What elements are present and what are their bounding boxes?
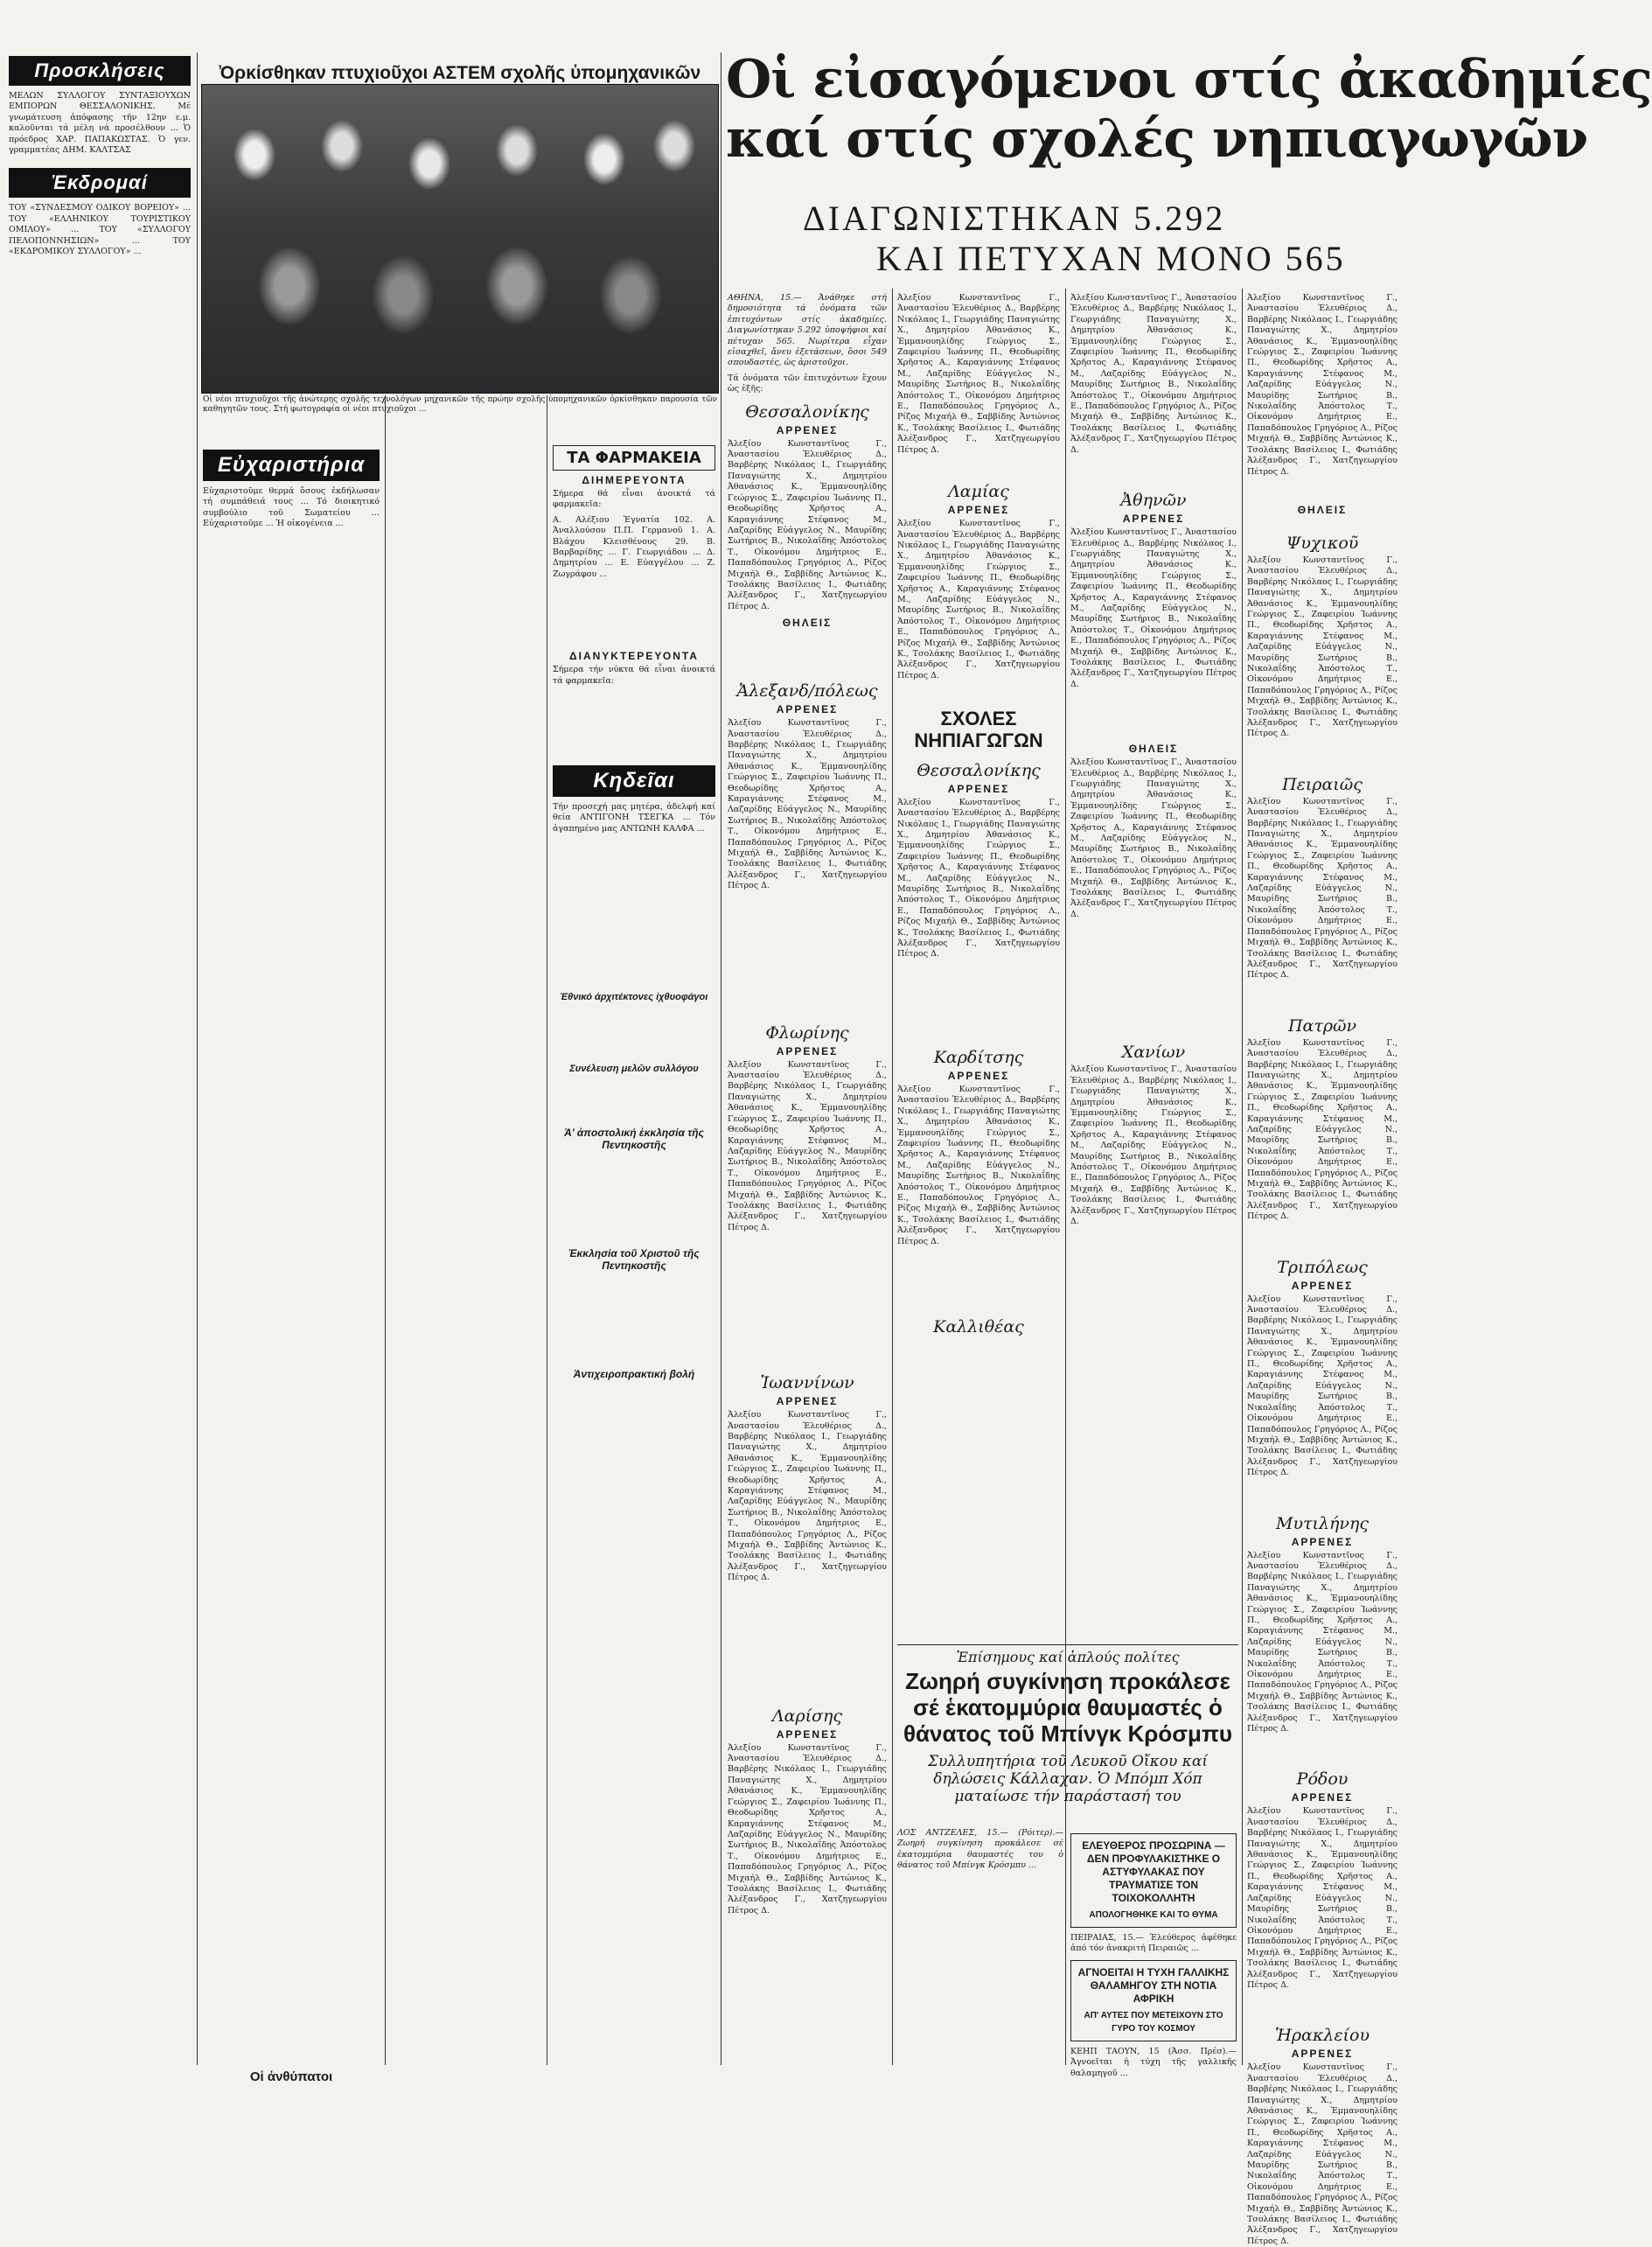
story-kicker: Ἐπίσημους καί ἁπλούς πολίτες [956, 1649, 1180, 1665]
kindergarten-heading: ΣΧΟΛΕΣ ΝΗΠΙΑΓΩΓΩΝ [914, 708, 1043, 752]
heading-thessaloniki-2: Θεσσαλονίκης [917, 760, 1041, 780]
footer-heading: Οἱ ἀνθύπατοι [249, 2069, 333, 2084]
heading-psychiko: Ψυχικοῦ [1286, 533, 1359, 553]
heading-male-4: ΑΡΡΕΝΕΣ [776, 1395, 839, 1408]
heading-male-1: ΑΡΡΕΝΕΣ [776, 423, 839, 436]
church-heading-1: Ἀ' ἀποστολική ἐκκλησία τῆς Πεντηκοστῆς [564, 1127, 704, 1152]
graduates-photo [201, 84, 719, 394]
column-rule [197, 52, 198, 2065]
funerals-heading: Κηδεῖαι [553, 765, 715, 797]
yacht-news-subheading: ΑΠ' ΑΥΤΕΣ ΠΟΥ ΜΕΤΕΙΧΟΥΝ ΣΤΟ ΓΥΡΟ ΤΟΥ ΚΟΣΜΟΥ [1084, 2010, 1223, 2034]
story-column-1 [897, 1828, 1063, 2064]
heading-male-3: ΑΡΡΕΝΕΣ [776, 1044, 839, 1057]
story-subhead: Συλλυπητήρια τοῦ Λευκοῦ Οἴκου καί δηλώσεις Κάλλαχαν. Ὁ Μπόμπ Χόπ ματαίωσε τήν παράστασή του [928, 1752, 1208, 1805]
heading-kallithea: Καλλιθέας [933, 1316, 1024, 1336]
excursions-text: ΤΟΥ «ΣΥΝΔΕΣΜΟΥ ΟΔΙΚΟΥ ΒΟΡΕΙΟΥ» ... ΤΟΥ «ΕΛΛΗΝΙΚΟΥ ΤΟΥΡΙΣΤΙΚΟΥ ΟΜΙΛΟΥ» ... ΤΟΥ «ΣΥΛΛΟΓΟΥ ΠΕΛΟΠΟΝΝΗΣΙΩΝ» ... ΤΟΥ «ΕΚΔΡΟΜΙΚΟΥ ΣΥΛΛΟΓΟΥ» ... [9, 203, 191, 257]
thanks-text: Εὐχαριστοῦμε θερμά ὅσους ἐκδήλωσαν τή συμπάθειά τους ... Τό διοικητικό συμβούλιο τοῦ Σωματείου ... Εὐχαριστοῦμε ... Ἡ οἰκογένεια ... [203, 486, 380, 529]
excursions-heading: Ἐκδρομαί [9, 168, 191, 198]
results-column-4 [1247, 293, 1398, 2246]
thanks-fill [390, 442, 542, 2060]
names-list-14: Ἀλεξίου Κωνσταντῖνος Γ., Ἀναστασίου Ἐλευθέριος Δ., Βαρβέρης Νικόλαος Ι., Γεωργιάδης Παναγιώτης Χ., Δημητρίου Ἀθανάσιος Κ., Ἐμμανουηλίδης Γεώργιος Σ., Ζαφειρίου Ἰωάννης Π., Θεοδωρίδης Χρῆστος Α., Καραγιάννης Στέφανος Μ., Λαζαρίδης Εὐάγγελος Ν., Μαυρίδης Σωτήριος Β., Νικολαΐδης Ἀπόστολος Τ., Οἰκονόμου Δημήτριος Ε., Παπαδόπουλος Γρηγόριος Λ., Ρίζος Μιχαήλ Θ., Σαββίδης Ἀντώνιος Κ., Τσολάκης Βασίλειος Ι., Φωτιάδης Ἀλέξανδρος Γ., Χατζηγεωργίου Πέτρος Δ. [1247, 293, 1398, 477]
heading-male-12: ΑΡΡΕΝΕΣ [1291, 1791, 1354, 1804]
services-column [553, 442, 715, 2060]
heading-lamia: Λαμίας [948, 482, 1009, 502]
names-list-8: Ἀλεξίου Κωνσταντῖνος Γ., Ἀναστασίου Ἐλευθέριος Δ., Βαρβέρης Νικόλαος Ι., Γεωργιάδης Παναγιώτης Χ., Δημητρίου Ἀθανάσιος Κ., Ἐμμανουηλίδης Γεώργιος Σ., Ζαφειρίου Ἰωάννης Π., Θεοδωρίδης Χρῆστος Α., Καραγιάννης Στέφανος Μ., Λαζαρίδης Εὐάγγελος Ν., Μαυρίδης Σωτήριος Β., Νικολαΐδης Ἀπόστολος Τ., Οἰκονόμου Δημήτριος Ε., Παπαδόπουλος Γρηγόριος Λ., Ρίζος Μιχαήλ Θ., Σαββίδης Ἀντώνιος Κ., Τσολάκης Βασίλειος Ι., Φωτιάδης Ἀλέξανδρος Γ., Χατζηγεωργίου Πέτρος Δ. [897, 797, 1060, 960]
heading-rhodes: Ρόδου [1296, 1769, 1349, 1790]
notices-heading-1: Ἐθνικό ἀρχιτέκτονες ἰχθυοφάγοι [560, 992, 708, 1003]
results-column-3 [1070, 293, 1237, 1640]
names-list-10: Ἀλεξίου Κωνσταντῖνος Γ., Ἀναστασίου Ἐλευθέριος Δ., Βαρβέρης Νικόλαος Ι., Γεωργιάδης Παναγιώτης Χ., Δημητρίου Ἀθανάσιος Κ., Ἐμμανουηλίδης Γεώργιος Σ., Ζαφειρίου Ἰωάννης Π., Θεοδωρίδης Χρῆστος Α., Καραγιάννης Στέφανος Μ., Λαζαρίδης Εὐάγγελος Ν., Μαυρίδης Σωτήριος Β., Νικολαΐδης Ἀπόστολος Τ., Οἰκονόμου Δημήτριος Ε., Παπαδόπουλος Γρηγόριος Λ., Ρίζος Μιχαήλ Θ., Σαββίδης Ἀντώνιος Κ., Τσολάκης Βασίλειος Ι., Φωτιάδης Ἀλέξανδρος Γ., Χατζηγεωργίου Πέτρος Δ. [1070, 293, 1237, 455]
pharmacy-intro: Σήμερα θά εἶναι ἀνοικτά τά φαρμακεῖα: [553, 489, 715, 510]
story-column-2 [1070, 1828, 1237, 2078]
yacht-news-box [1070, 1960, 1237, 2041]
pharmacy-heading: ΤΑ ΦΑΡΜΑΚΕΙΑ [553, 445, 715, 471]
heading-florina: Φλωρίνης [765, 1022, 849, 1043]
heading-piraeus: Πειραιῶς [1282, 774, 1363, 794]
heading-alexandroupoli: Ἀλεξανδ/πόλεως [736, 681, 878, 701]
invitations-heading: Προσκλήσεις [9, 56, 191, 86]
left-column [9, 52, 191, 2064]
names-list-19: Ἀλεξίου Κωνσταντῖνος Γ., Ἀναστασίου Ἐλευθέριος Δ., Βαρβέρης Νικόλαος Ι., Γεωργιάδης Παναγιώτης Χ., Δημητρίου Ἀθανάσιος Κ., Ἐμμανουηλίδης Γεώργιος Σ., Ζαφειρίου Ἰωάννης Π., Θεοδωρίδης Χρῆστος Α., Καραγιάννης Στέφανος Μ., Λαζαρίδης Εὐάγγελος Ν., Μαυρίδης Σωτήριος Β., Νικολαΐδης Ἀπόστολος Τ., Οἰκονόμου Δημήτριος Ε., Παπαδόπουλος Γρηγόριος Λ., Ρίζος Μιχαήλ Θ., Σαββίδης Ἀντώνιος Κ., Τσολάκης Βασίλειος Ι., Φωτιάδης Ἀλέξανδρος Γ., Χατζηγεωργίου Πέτρος Δ. [1247, 1550, 1398, 1734]
heading-male-13: ΑΡΡΕΝΕΣ [1291, 2048, 1354, 2061]
police-news-text: ΠΕΙΡΑΙΑΣ, 15.— Ἐλεύθερος ἀφέθηκε ἀπό τόν ἀνακριτή Πειραιῶς ... [1070, 1933, 1237, 1954]
photo-caption: Οἱ νέοι πτυχιοῦχοι τῆς ἀνώτερης σχολῆς τεχνολόγων μηχανικῶν τῆς πρώην σχολῆς ὑπομηχανικῶν ὀρκίσθηκαν παρουσία τῶν καθηγητῶν τους. Στή φωτογραφία οἱ νέοι πτυχιοῦχοι ... [203, 395, 717, 414]
names-list-9: Ἀλεξίου Κωνσταντῖνος Γ., Ἀναστασίου Ἐλευθέριος Δ., Βαρβέρης Νικόλαος Ι., Γεωργιάδης Παναγιώτης Χ., Δημητρίου Ἀθανάσιος Κ., Ἐμμανουηλίδης Γεώργιος Σ., Ζαφειρίου Ἰωάννης Π., Θεοδωρίδης Χρῆστος Α., Καραγιάννης Στέφανος Μ., Λαζαρίδης Εὐάγγελος Ν., Μαυρίδης Σωτήριος Β., Νικολαΐδης Ἀπόστολος Τ., Οἰκονόμου Δημήτριος Ε., Παπαδόπουλος Γρηγόριος Λ., Ρίζος Μιχαήλ Θ., Σαββίδης Ἀντώνιος Κ., Τσολάκης Βασίλειος Ι., Φωτιάδης Ἀλέξανδρος Γ., Χατζηγεωργίου Πέτρος Δ. [897, 1084, 1060, 1246]
heading-female-1: ΘΗΛΕΙΣ [782, 617, 833, 630]
names-list-1: Ἀλεξίου Κωνσταντῖνος Γ., Ἀναστασίου Ἐλευθέριος Δ., Βαρβέρης Νικόλαος Ι., Γεωργιάδης Παναγιώτης Χ., Δημητρίου Ἀθανάσιος Κ., Ἐμμανουηλίδης Γεώργιος Σ., Ζαφειρίου Ἰωάννης Π., Θεοδωρίδης Χρῆστος Α., Καραγιάννης Στέφανος Μ., Λαζαρίδης Εὐάγγελος Ν., Μαυρίδης Σωτήριος Β., Νικολαΐδης Ἀπόστολος Τ., Οἰκονόμου Δημήτριος Ε., Παπαδόπουλος Γρηγόριος Λ., Ρίζος Μιχαήλ Θ., Σαββίδης Ἀντώνιος Κ., Τσολάκης Βασίλειος Ι., Φωτιάδης Ἀλέξανδρος Γ., Χατζηγεωργίου Πέτρος Δ. [728, 438, 887, 611]
column-rule [892, 289, 893, 2065]
pharmacy-list: Α. Αλέξιου Ἐγνατία 102. Α. Ἀναλλούσου Π.Π. Γερμανοῦ 1. Α. Βλάχου Κλεισθένους 29. Β. Βαρβαρίδης ... Γ. Γεωργιάδου ... Δ. Δημητρίου ... Ε. Εὐαγγέλου ... Ζ. Ζωγράφου ... [553, 514, 715, 579]
heading-female-2: ΘΗΛΕΙΣ [1128, 743, 1179, 756]
heading-chania: Χανίων [1121, 1043, 1186, 1063]
names-list-20: Ἀλεξίου Κωνσταντῖνος Γ., Ἀναστασίου Ἐλευθέριος Δ., Βαρβέρης Νικόλαος Ι., Γεωργιάδης Παναγιώτης Χ., Δημητρίου Ἀθανάσιος Κ., Ἐμμανουηλίδης Γεώργιος Σ., Ζαφειρίου Ἰωάννης Π., Θεοδωρίδης Χρῆστος Α., Καραγιάννης Στέφανος Μ., Λαζαρίδης Εὐάγγελος Ν., Μαυρίδης Σωτήριος Β., Νικολαΐδης Ἀπόστολος Τ., Οἰκονόμου Δημήτριος Ε., Παπαδόπουλος Γρηγόριος Λ., Ρίζος Μιχαήλ Θ., Σαββίδης Ἀντώνιος Κ., Τσολάκης Βασίλειος Ι., Φωτιάδης Ἀλέξανδρος Γ., Χατζηγεωργίου Πέτρος Δ. [1247, 1806, 1398, 1990]
notices-heading-2: Συνέλευση μελῶν συλλόγου [569, 1064, 699, 1075]
yacht-news-text: ΚΕΗΠ ΤΑΟΥΝ, 15 (Ἀσσ. Πρέσ).— Ἀγνοεῖται ἡ τύχη τῆς γαλλικῆς θαλαμηγοῦ ... [1070, 2046, 1237, 2078]
story-headline: Ζωηρή συγκίνηση προκάλεσε σέ ἑκατομμύρια θαυμαστές ὁ θάνατος τοῦ Μπίνγκ Κρόσμπυ [903, 1668, 1232, 1747]
pharmacy-night-intro: Σήμερα τήν νύκτα θά εἶναι ἀνοικτά τά φαρμακεῖα: [553, 665, 715, 686]
story-dateline: ΛΟΣ ΑΝΤΖΕΛΕΣ, 15.— (Ρόιτερ).— Ζωηρή συγκίνηση προκάλεσε σέ ἑκατομμύρια θαυμαστές του ὁ θάνατος τοῦ Μπίνγκ Κρόσμπυ ... [897, 1828, 1063, 1871]
main-headline-line1: Οἱ εἰσαγόμενοι στίς ἀκαδημίες [726, 49, 1652, 110]
heading-male-10: ΑΡΡΕΝΕΣ [1291, 1279, 1354, 1292]
column-rule [1242, 289, 1243, 2065]
results-intro-2: Τά ὀνόματα τῶν ἐπιτυχόντων ἔχουν ὡς ἑξῆς: [728, 373, 887, 394]
heading-tripoli: Τριπόλεως [1277, 1257, 1368, 1277]
names-list-2: Ἀλεξίου Κωνσταντῖνος Γ., Ἀναστασίου Ἐλευθέριος Δ., Βαρβέρης Νικόλαος Ι., Γεωργιάδης Παναγιώτης Χ., Δημητρίου Ἀθανάσιος Κ., Ἐμμανουηλίδης Γεώργιος Σ., Ζαφειρίου Ἰωάννης Π., Θεοδωρίδης Χρῆστος Α., Καραγιάννης Στέφανος Μ., Λαζαρίδης Εὐάγγελος Ν., Μαυρίδης Σωτήριος Β., Νικολαΐδης Ἀπόστολος Τ., Οἰκονόμου Δημήτριος Ε., Παπαδόπουλος Γρηγόριος Λ., Ρίζος Μιχαήλ Θ., Σαββίδης Ἀντώνιος Κ., Τσολάκης Βασίλειος Ι., Φωτιάδης Ἀλέξανδρος Γ., Χατζηγεωργίου Πέτρος Δ. [728, 718, 887, 891]
pharmacy-day-label: ΔΙΗΜΕΡΕΥΟΝΤΑ [582, 474, 687, 486]
police-news-subheading: ΑΠΟΛΟΓΗΘΗΚΕ ΚΑΙ ΤΟ ΘΥΜΑ [1089, 1910, 1218, 1920]
police-news-box [1070, 1833, 1237, 1928]
names-list-3: Ἀλεξίου Κωνσταντῖνος Γ., Ἀναστασίου Ἐλευθέριος Δ., Βαρβέρης Νικόλαος Ι., Γεωργιάδης Παναγιώτης Χ., Δημητρίου Ἀθανάσιος Κ., Ἐμμανουηλίδης Γεώργιος Σ., Ζαφειρίου Ἰωάννης Π., Θεοδωρίδης Χρῆστος Α., Καραγιάννης Στέφανος Μ., Λαζαρίδης Εὐάγγελος Ν., Μαυρίδης Σωτήριος Β., Νικολαΐδης Ἀπόστολος Τ., Οἰκονόμου Δημήτριος Ε., Παπαδόπουλος Γρηγόριος Λ., Ρίζος Μιχαήλ Θ., Σαββίδης Ἀντώνιος Κ., Τσολάκης Βασίλειος Ι., Φωτιάδης Ἀλέξανδρος Γ., Χατζηγεωργίου Πέτρος Δ. [728, 1059, 887, 1232]
thanks-column-2 [390, 442, 542, 2060]
heading-female-3: ΘΗΛΕΙΣ [1297, 503, 1348, 516]
heading-male-5: ΑΡΡΕΝΕΣ [776, 1727, 839, 1741]
excursions-fill [9, 262, 191, 2011]
heading-larisa: Λαρίσης [771, 1706, 843, 1726]
names-list-15: Ἀλεξίου Κωνσταντῖνος Γ., Ἀναστασίου Ἐλευθέριος Δ., Βαρβέρης Νικόλαος Ι., Γεωργιάδης Παναγιώτης Χ., Δημητρίου Ἀθανάσιος Κ., Ἐμμανουηλίδης Γεώργιος Σ., Ζαφειρίου Ἰωάννης Π., Θεοδωρίδης Χρῆστος Α., Καραγιάννης Στέφανος Μ., Λαζαρίδης Εὐάγγελος Ν., Μαυρίδης Σωτήριος Β., Νικολαΐδης Ἀπόστολος Τ., Οἰκονόμου Δημήτριος Ε., Παπαδόπουλος Γρηγόριος Λ., Ρίζος Μιχαήλ Θ., Σαββίδης Ἀντώνιος Κ., Τσολάκης Βασίλειος Ι., Φωτιάδης Ἀλέξανδρος Γ., Χατζηγεωργίου Πέτρος Δ. [1247, 555, 1398, 739]
yacht-news-heading: ΑΓΝΟΕΙΤΑΙ Η ΤΥΧΗ ΓΑΛΛΙΚΗΣ ΘΑΛΑΜΗΓΟΥ ΣΤΗ ΝΟΤΙΑ ΑΦΡΙΚΗ [1077, 1965, 1230, 2005]
names-list-21: Ἀλεξίου Κωνσταντῖνος Γ., Ἀναστασίου Ἐλευθέριος Δ., Βαρβέρης Νικόλαος Ι., Γεωργιάδης Παναγιώτης Χ., Δημητρίου Ἀθανάσιος Κ., Ἐμμανουηλίδης Γεώργιος Σ., Ζαφειρίου Ἰωάννης Π., Θεοδωρίδης Χρῆστος Α., Καραγιάννης Στέφανος Μ., Λαζαρίδης Εὐάγγελος Ν., Μαυρίδης Σωτήριος Β., Νικολαΐδης Ἀπόστολος Τ., Οἰκονόμου Δημήτριος Ε., Παπαδόπουλος Γρηγόριος Λ., Ρίζος Μιχαήλ Θ., Σαββίδης Ἀντώνιος Κ., Τσολάκης Βασίλειος Ι., Φωτιάδης Ἀλέξανδρος Γ., Χατζηγεωργίου Πέτρος Δ. [1247, 2062, 1398, 2246]
photo-headline: Ὀρκίσθηκαν πτυχιοῦχοι ΑΣΤΕΜ σχολῆς ὑπομηχανικῶν [219, 63, 701, 83]
heading-male-8: ΑΡΡΕΝΕΣ [947, 1069, 1010, 1082]
heading-male-9: ΑΡΡΕΝΕΣ [1122, 513, 1185, 526]
main-subhead-1: ΔΙΑΓΩΝΙΣΤΗΚΑΝ 5.292 [803, 199, 1226, 238]
names-list-4: Ἀλεξίου Κωνσταντῖνος Γ., Ἀναστασίου Ἐλευθέριος Δ., Βαρβέρης Νικόλαος Ι., Γεωργιάδης Παναγιώτης Χ., Δημητρίου Ἀθανάσιος Κ., Ἐμμανουηλίδης Γεώργιος Σ., Ζαφειρίου Ἰωάννης Π., Θεοδωρίδης Χρῆστος Α., Καραγιάννης Στέφανος Μ., Λαζαρίδης Εὐάγγελος Ν., Μαυρίδης Σωτήριος Β., Νικολαΐδης Ἀπόστολος Τ., Οἰκονόμου Δημήτριος Ε., Παπαδόπουλος Γρηγόριος Λ., Ρίζος Μιχαήλ Θ., Σαββίδης Ἀντώνιος Κ., Τσολάκης Βασίλειος Ι., Φωτιάδης Ἀλέξανδρος Γ., Χατζηγεωργίου Πέτρος Δ. [728, 1410, 887, 1583]
police-news-heading: ΕΛΕΥΘΕΡΟΣ ΠΡΟΣΩΡΙΝΑ — ΔΕΝ ΠΡΟΦΥΛΑΚΙΣΤΗΚΕ Ο ΑΣΤΥΦΥΛΑΚΑΣ ΠΟΥ ΤΡΑΥΜΑΤΙΣΕ ΤΟΝ ΤΟΙΧΟΚΟΛΛΗΤΗ [1082, 1839, 1225, 1904]
main-subhead-2: ΚΑΙ ΠΕΤΥΧΑΝ ΜΟΝΟ 565 [876, 239, 1346, 278]
church-heading-2: Ἐκκλησία τοῦ Χριστοῦ τῆς Πεντηκοστῆς [568, 1247, 700, 1273]
names-list-5: Ἀλεξίου Κωνσταντῖνος Γ., Ἀναστασίου Ἐλευθέριος Δ., Βαρβέρης Νικόλαος Ι., Γεωργιάδης Παναγιώτης Χ., Δημητρίου Ἀθανάσιος Κ., Ἐμμανουηλίδης Γεώργιος Σ., Ζαφειρίου Ἰωάννης Π., Θεοδωρίδης Χρῆστος Α., Καραγιάννης Στέφανος Μ., Λαζαρίδης Εὐάγγελος Ν., Μαυρίδης Σωτήριος Β., Νικολαΐδης Ἀπόστολος Τ., Οἰκονόμου Δημήτριος Ε., Παπαδόπουλος Γρηγόριος Λ., Ρίζος Μιχαήλ Θ., Σαββίδης Ἀντώνιος Κ., Τσολάκης Βασίλειος Ι., Φωτιάδης Ἀλέξανδρος Γ., Χατζηγεωργίου Πέτρος Δ. [728, 1742, 887, 1916]
thanks-column [203, 446, 380, 2084]
story-block [897, 1644, 1238, 1811]
heading-athens: Ἀθηνῶν [1120, 491, 1187, 511]
invitations-text: ΜΕΛΩΝ ΣΥΛΛΟΓΟΥ ΣΥΝΤΑΞΙΟΥΧΩΝ ΕΜΠΟΡΩΝ ΘΕΣΣΑΛΟΝΙΚΗΣ. Μέ γνωμάτευση ἀπόφασης τῆν 12ην ε.μ. καλοῦνται τά μέλη νά προσέλθουν ... Ὁ πρόεδρος ΧΑΡ. ΠΑΠΑΚΩΣΤΑΣ. Ὁ γεν. γραμματέας ΔΗΜ. ΚΑΛΤΣΑΣ [9, 91, 191, 156]
main-headline-line2: καί στίς σχολές νηπιαγωγῶν [726, 108, 1588, 170]
heading-male-2: ΑΡΡΕΝΕΣ [776, 703, 839, 716]
heading-male-6: ΑΡΡΕΝΕΣ [947, 504, 1010, 517]
column-rule [385, 395, 386, 2065]
heading-thessaloniki: Θεσσαλονίκης [745, 401, 869, 422]
funerals-text: Τήν προσεχή μας μητέρα, ἀδελφή καί θεία ΑΝΤΙΓΟΝΗ ΤΣΕΓΚΑ ... Τόν ἀγαπημένο μας ΑΝΤΩΝΗ ΚΑΛΦΑ ... [553, 802, 715, 834]
heading-heraklion: Ἡρακλείου [1275, 2026, 1370, 2046]
results-column-2 [897, 293, 1060, 1640]
heading-male-11: ΑΡΡΕΝΕΣ [1291, 1535, 1354, 1548]
names-list-17: Ἀλεξίου Κωνσταντῖνος Γ., Ἀναστασίου Ἐλευθέριος Δ., Βαρβέρης Νικόλαος Ι., Γεωργιάδης Παναγιώτης Χ., Δημητρίου Ἀθανάσιος Κ., Ἐμμανουηλίδης Γεώργιος Σ., Ζαφειρίου Ἰωάννης Π., Θεοδωρίδης Χρῆστος Α., Καραγιάννης Στέφανος Μ., Λαζαρίδης Εὐάγγελος Ν., Μαυρίδης Σωτήριος Β., Νικολαΐδης Ἀπόστολος Τ., Οἰκονόμου Δημήτριος Ε., Παπαδόπουλος Γρηγόριος Λ., Ρίζος Μιχαήλ Θ., Σαββίδης Ἀντώνιος Κ., Τσολάκης Βασίλειος Ι., Φωτιάδης Ἀλέξανδρος Γ., Χατζηγεωργίου Πέτρος Δ. [1247, 1037, 1398, 1222]
results-intro: ΑΘΗΝΑ, 15.— Ἀνάθηκε στή δημοσιότητα τά ὀνόματα τῶν ἐπιτυχόντων στίς ἀκαδημίες. Διαγωνίστηκαν 5.292 ὑποψήφιοι καί πέτυχαν 565. Νωρίτερα εἶχαν εἰσαχθεῖ, ἄνευ ἐξετάσεων, ὅσοι 549 σπουδαστές, ὡς ἀριστοῦχοι. [728, 293, 887, 368]
names-list-16: Ἀλεξίου Κωνσταντῖνος Γ., Ἀναστασίου Ἐλευθέριος Δ., Βαρβέρης Νικόλαος Ι., Γεωργιάδης Παναγιώτης Χ., Δημητρίου Ἀθανάσιος Κ., Ἐμμανουηλίδης Γεώργιος Σ., Ζαφειρίου Ἰωάννης Π., Θεοδωρίδης Χρῆστος Α., Καραγιάννης Στέφανος Μ., Λαζαρίδης Εὐάγγελος Ν., Μαυρίδης Σωτήριος Β., Νικολαΐδης Ἀπόστολος Τ., Οἰκονόμου Δημήτριος Ε., Παπαδόπουλος Γρηγόριος Λ., Ρίζος Μιχαήλ Θ., Σαββίδης Ἀντώνιος Κ., Τσολάκης Βασίλειος Ι., Φωτιάδης Ἀλέξανδρος Γ., Χατζηγεωργίου Πέτρος Δ. [1247, 796, 1398, 980]
names-list-11: Ἀλεξίου Κωνσταντῖνος Γ., Ἀναστασίου Ἐλευθέριος Δ., Βαρβέρης Νικόλαος Ι., Γεωργιάδης Παναγιώτης Χ., Δημητρίου Ἀθανάσιος Κ., Ἐμμανουηλίδης Γεώργιος Σ., Ζαφειρίου Ἰωάννης Π., Θεοδωρίδης Χρῆστος Α., Καραγιάννης Στέφανος Μ., Λαζαρίδης Εὐάγγελος Ν., Μαυρίδης Σωτήριος Β., Νικολαΐδης Ἀπόστολος Τ., Οἰκονόμου Δημήτριος Ε., Παπαδόπουλος Γρηγόριος Λ., Ρίζος Μιχαήλ Θ., Σαββίδης Ἀντώνιος Κ., Τσολάκης Βασίλειος Ι., Φωτιάδης Ἀλέξανδρος Γ., Χατζηγεωργίου Πέτρος Δ. [1070, 527, 1237, 689]
story-fill [897, 1876, 1063, 2086]
names-list-18: Ἀλεξίου Κωνσταντῖνος Γ., Ἀναστασίου Ἐλευθέριος Δ., Βαρβέρης Νικόλαος Ι., Γεωργιάδης Παναγιώτης Χ., Δημητρίου Ἀθανάσιος Κ., Ἐμμανουηλίδης Γεώργιος Σ., Ζαφειρίου Ἰωάννης Π., Θεοδωρίδης Χρῆστος Α., Καραγιάννης Στέφανος Μ., Λαζαρίδης Εὐάγγελος Ν., Μαυρίδης Σωτήριος Β., Νικολαΐδης Ἀπόστολος Τ., Οἰκονόμου Δημήτριος Ε., Παπαδόπουλος Γρηγόριος Λ., Ρίζος Μιχαήλ Θ., Σαββίδης Ἀντώνιος Κ., Τσολάκης Βασίλειος Ι., Φωτιάδης Ἀλέξανδρος Γ., Χατζηγεωργίου Πέτρος Δ. [1247, 1294, 1398, 1478]
church-heading-3: Ἀντιχειροπρακτική βολή [573, 1368, 695, 1381]
heading-ioannina: Ἰωαννίνων [760, 1373, 854, 1393]
heading-male-7: ΑΡΡΕΝΕΣ [947, 782, 1010, 795]
heading-patras: Πατρῶν [1287, 1015, 1357, 1036]
names-list-7: Ἀλεξίου Κωνσταντῖνος Γ., Ἀναστασίου Ἐλευθέριος Δ., Βαρβέρης Νικόλαος Ι., Γεωργιάδης Παναγιώτης Χ., Δημητρίου Ἀθανάσιος Κ., Ἐμμανουηλίδης Γεώργιος Σ., Ζαφειρίου Ἰωάννης Π., Θεοδωρίδης Χρῆστος Α., Καραγιάννης Στέφανος Μ., Λαζαρίδης Εὐάγγελος Ν., Μαυρίδης Σωτήριος Β., Νικολαΐδης Ἀπόστολος Τ., Οἰκονόμου Δημήτριος Ε., Παπαδόπουλος Γρηγόριος Λ., Ρίζος Μιχαήλ Θ., Σαββίδης Ἀντώνιος Κ., Τσολάκης Βασίλειος Ι., Φωτιάδης Ἀλέξανδρος Γ., Χατζηγεωργίου Πέτρος Δ. [897, 519, 1060, 680]
names-list-6: Ἀλεξίου Κωνσταντῖνος Γ., Ἀναστασίου Ἐλευθέριος Δ., Βαρβέρης Νικόλαος Ι., Γεωργιάδης Παναγιώτης Χ., Δημητρίου Ἀθανάσιος Κ., Ἐμμανουηλίδης Γεώργιος Σ., Ζαφειρίου Ἰωάννης Π., Θεοδωρίδης Χρῆστος Α., Καραγιάννης Στέφανος Μ., Λαζαρίδης Εὐάγγελος Ν., Μαυρίδης Σωτήριος Β., Νικολαΐδης Ἀπόστολος Τ., Οἰκονόμου Δημήτριος Ε., Παπαδόπουλος Γρηγόριος Λ., Ρίζος Μιχαήλ Θ., Σαββίδης Ἀντώνιος Κ., Τσολάκης Βασίλειος Ι., Φωτιάδης Ἀλέξανδρος Γ., Χατζηγεωργίου Πέτρος Δ. [897, 293, 1060, 455]
pharmacy-night-label: ΔΙΑΝΥΚΤΕΡΕΥΟΝΤΑ [569, 650, 699, 663]
names-list-12: Ἀλεξίου Κωνσταντῖνος Γ., Ἀναστασίου Ἐλευθέριος Δ., Βαρβέρης Νικόλαος Ι., Γεωργιάδης Παναγιώτης Χ., Δημητρίου Ἀθανάσιος Κ., Ἐμμανουηλίδης Γεώργιος Σ., Ζαφειρίου Ἰωάννης Π., Θεοδωρίδης Χρῆστος Α., Καραγιάννης Στέφανος Μ., Λαζαρίδης Εὐάγγελος Ν., Μαυρίδης Σωτήριος Β., Νικολαΐδης Ἀπόστολος Τ., Οἰκονόμου Δημήτριος Ε., Παπαδόπουλος Γρηγόριος Λ., Ρίζος Μιχαήλ Θ., Σαββίδης Ἀντώνιος Κ., Τσολάκης Βασίλειος Ι., Φωτιάδης Ἀλέξανδρος Γ., Χατζηγεωργίου Πέτρος Δ. [1070, 757, 1237, 919]
thanks-heading: Εὐχαριστήρια [203, 450, 380, 481]
heading-karditsa: Καρδίτσης [933, 1047, 1024, 1067]
results-column-1 [728, 293, 887, 2060]
heading-mytilene: Μυτιλήνης [1276, 1513, 1369, 1533]
names-list-13: Ἀλεξίου Κωνσταντῖνος Γ., Ἀναστασίου Ἐλευθέριος Δ., Βαρβέρης Νικόλαος Ι., Γεωργιάδης Παναγιώτης Χ., Δημητρίου Ἀθανάσιος Κ., Ἐμμανουηλίδης Γεώργιος Σ., Ζαφειρίου Ἰωάννης Π., Θεοδωρίδης Χρῆστος Α., Καραγιάννης Στέφανος Μ., Λαζαρίδης Εὐάγγελος Ν., Μαυρίδης Σωτήριος Β., Νικολαΐδης Ἀπόστολος Τ., Οἰκονόμου Δημήτριος Ε., Παπαδόπουλος Γρηγόριος Λ., Ρίζος Μιχαήλ Θ., Σαββίδης Ἀντώνιος Κ., Τσολάκης Βασίλειος Ι., Φωτιάδης Ἀλέξανδρος Γ., Χατζηγεωργίου Πέτρος Δ. [1070, 1064, 1237, 1226]
